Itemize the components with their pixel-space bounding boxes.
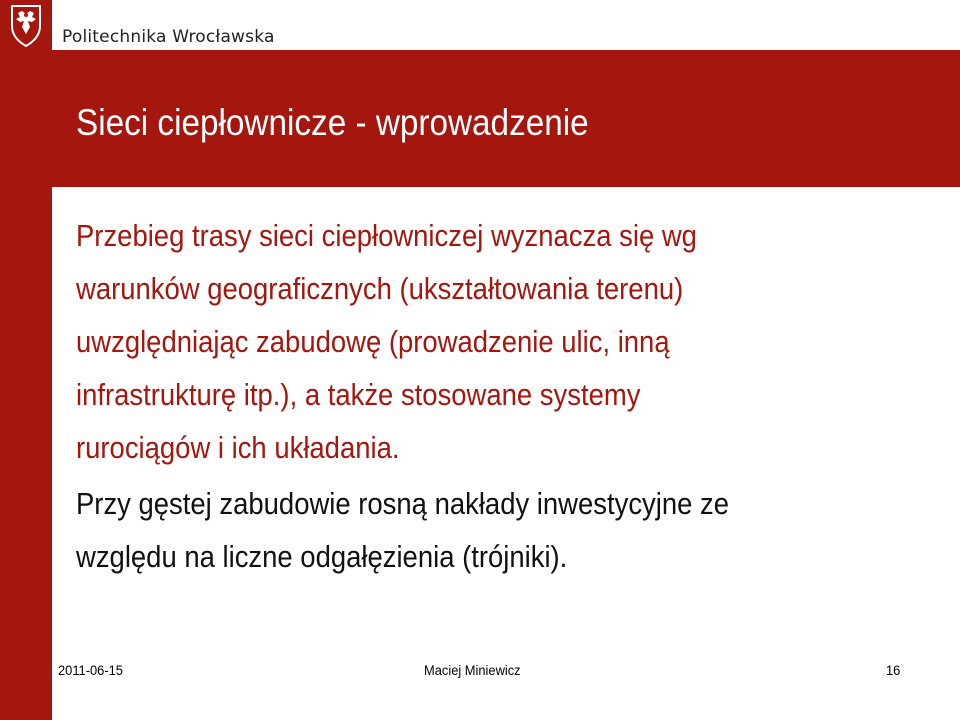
- slide-title: Sieci ciepłownicze - wprowadzenie: [76, 102, 589, 143]
- paragraph-dense-buildings: [76, 478, 850, 584]
- text-line: Przy gęstej zabudowie rosną nakłady inwestycyjne ze: [76, 487, 730, 521]
- university-name: Politechnika Wrocławska: [62, 27, 275, 47]
- text-line: warunków geograficznych (ukształtowania terenu): [76, 272, 684, 306]
- left-accent-strip: [0, 50, 52, 720]
- text-line: rurociągów i ich układania.: [76, 431, 400, 465]
- eagle-crest-icon: [0, 0, 52, 50]
- title-band: [52, 50, 960, 187]
- text-line: uwzględniając zabudowę (prowadzenie ulic, inną: [76, 325, 670, 359]
- footer-date: 2011-06-15: [58, 662, 123, 678]
- footer-page-number: 16: [886, 662, 901, 678]
- footer-author: Maciej Miniewicz: [424, 662, 521, 678]
- slide-body: [76, 210, 936, 584]
- text-line: infrastrukturę itp.), a także stosowane systemy: [76, 378, 641, 412]
- paragraph-route: [76, 210, 850, 475]
- text-line: względu na liczne odgałęzienia (trójniki).: [76, 540, 568, 574]
- text-line: Przebieg trasy sieci ciepłowniczej wyznacza się wg: [76, 219, 697, 253]
